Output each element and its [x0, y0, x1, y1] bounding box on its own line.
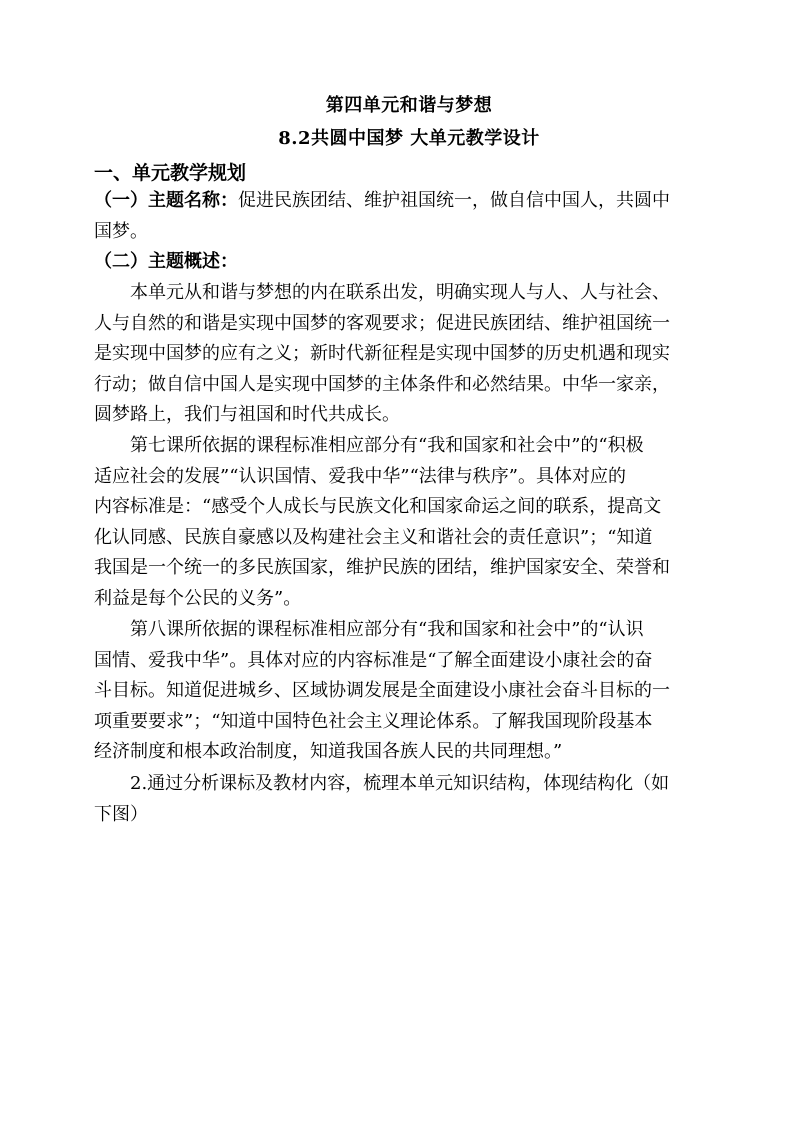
text-line: 第七课所依据的课程标准相应部分有“我和国家和社会中”的“积极 [130, 435, 644, 456]
theme-name-block [94, 186, 700, 247]
text-line: 人与自然的和谐是实现中国梦的客观要求；促进民族团结、维护祖国统一 [94, 312, 670, 334]
text-line: 内容标准是：“感受个人成长与民族文化和国家命运之间的联系，提高文 [94, 496, 662, 518]
paragraph-lesson-eight-standards [94, 615, 700, 768]
theme-name-line-2: 国梦。 [94, 220, 148, 242]
text-line: 经济制度和根本政治制度，知道我国各族人民的共同理想。” [94, 741, 563, 763]
theme-name-text: 促进民族团结、维护祖国统一，做自信中国人，共圆中 [238, 190, 670, 211]
section-heading-unit-planning: 一、单元教学规划 [94, 162, 247, 184]
text-line: 项重要要求”；“知道中国特色社会主义理论体系。了解我国现阶段基本 [94, 710, 653, 732]
theme-overview-label: （二）主题概述： [94, 251, 238, 272]
text-line: 我国是一个统一的多民族国家，维护民族的团结，维护国家安全、荣誉和 [94, 557, 670, 579]
paragraph-lesson-seven-standards [94, 431, 700, 615]
text-line: 化认同感、民族自豪感以及构建社会主义和谐社会的责任意识”；“知道 [94, 526, 653, 548]
theme-name-line-1 [94, 186, 700, 217]
text-line: 圆梦路上，我们与祖国和时代共成长。 [94, 404, 400, 426]
text-line: 第八课所依据的课程标准相应部分有“我和国家和社会中”的“认识 [130, 619, 644, 640]
unit-title: 第四单元和谐与梦想 [325, 95, 493, 116]
text-line: 行动；做自信中国人是实现中国梦的主体条件和必然结果。中华一家亲， [94, 373, 670, 395]
text-line: 斗目标。知道促进城乡、区域协调发展是全面建设小康社会奋斗目标的一 [94, 680, 670, 702]
paragraph-knowledge-structure [94, 769, 700, 830]
text-line: 是实现中国梦的应有之义；新时代新征程是实现中国梦的历史机遇和现实 [94, 343, 670, 365]
text-line: 本单元从和谐与梦想的内在联系出发，明确实现人与人、人与社会、 [130, 282, 670, 303]
text-line: 适应社会的发展”“认识国情、爱我中华”“法律与秩序”。具体对应的 [94, 465, 627, 487]
theme-name-label: （一）主题名称： [94, 190, 238, 211]
text-line: 国情、爱我中华”。具体对应的内容标准是“了解全面建设小康社会的奋 [94, 649, 653, 671]
paragraph-unit-overview [94, 278, 700, 431]
text-line: 2.通过分析课标及教材内容，梳理本单元知识结构，体现结构化（如 [130, 773, 670, 794]
text-line: 下图） [94, 803, 148, 825]
text-line: 利益是每个公民的义务”。 [94, 587, 302, 609]
lesson-subtitle: 8.2共圆中国梦 大单元教学设计 [278, 128, 540, 149]
